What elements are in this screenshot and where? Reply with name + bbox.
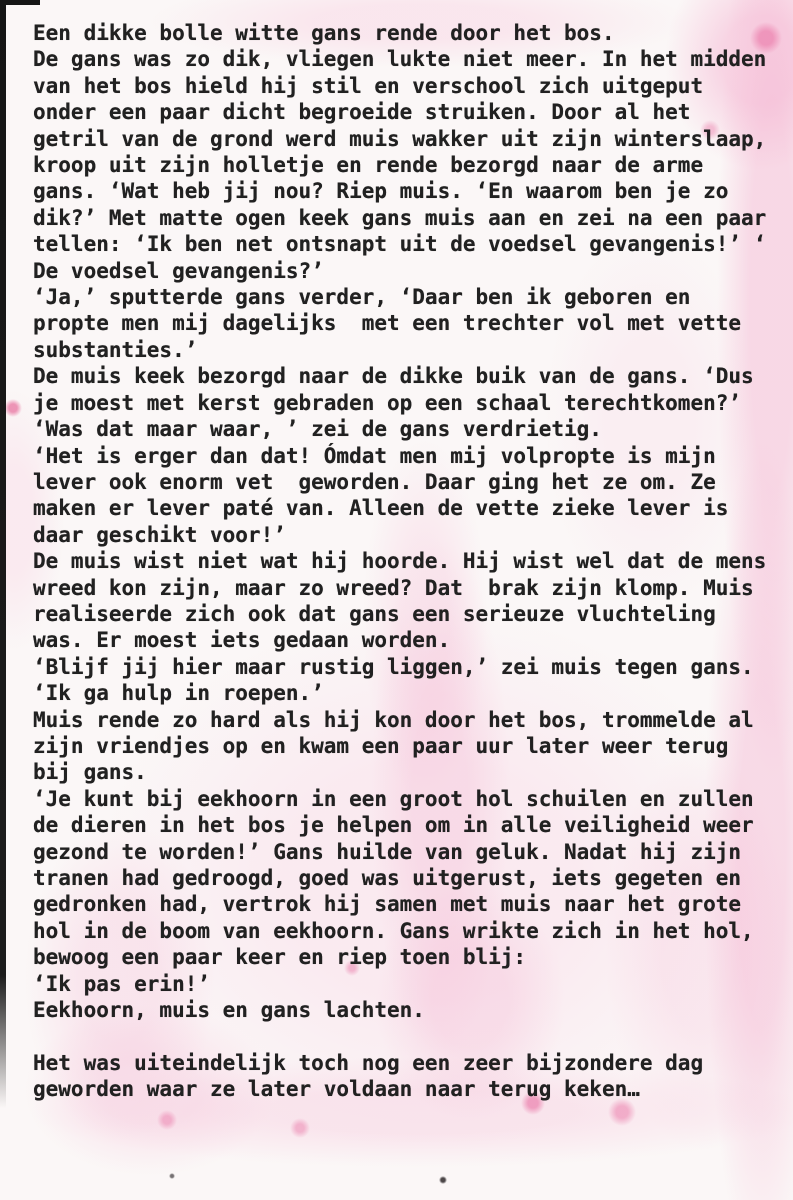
text-line: ‘Ja,’ sputterde gans verder, ‘Daar ben ik geboren en xyxy=(33,285,691,310)
text-line: onder een paar dicht begroeide struiken. Door al het xyxy=(33,100,691,125)
text-line: dik?’ Met matte ogen keek gans muis aan en zei na een paar xyxy=(33,205,767,230)
text-line: lever ook enorm vet geworden. Daar ging het ze om. Ze xyxy=(33,469,716,494)
text-line: ‘Het is erger dan dat! Ómdat men mij volpropte is mijn xyxy=(33,443,716,468)
text-line: De muis keek bezorgd naar de dikke buik van de gans. ‘Dus xyxy=(33,364,754,389)
text-line: hol in de boom van eekhoorn. Gans wrikte zich in het hol, xyxy=(33,918,754,943)
text-line: je moest met kerst gebraden op een schaal terechtkomen?’ xyxy=(33,390,742,415)
text-line: ‘Je kunt bij eekhoorn in een groot hol schuilen en zullen xyxy=(33,786,754,811)
text-line: ‘Ik ga hulp in roepen.’ xyxy=(33,681,324,706)
text-line: de dieren in het bos je helpen om in alle veiligheid weer xyxy=(33,813,754,838)
text-line: geworden waar ze later voldaan naar terug keken… xyxy=(33,1077,640,1102)
text-line: ‘Ik pas erin!’ xyxy=(33,971,211,996)
text-line: De voedsel gevangenis?’ xyxy=(33,258,324,283)
text-line: maken er lever paté van. Alleen de vette zieke lever is xyxy=(33,496,729,521)
text-line: Muis rende zo hard als hij kon door het bos, trommelde al xyxy=(33,707,754,732)
text-line: realiseerde zich ook dat gans een serieuze vluchteling xyxy=(33,601,716,626)
text-line: getril van de grond werd muis wakker uit zijn winterslaap, xyxy=(33,126,767,151)
text-line xyxy=(33,1023,789,1049)
text-line: Een dikke bolle witte gans rende door het bos. xyxy=(33,21,615,45)
text-line: tranen had gedroogd, goed was uitgerust, iets gegeten en xyxy=(33,866,742,890)
text-line: daar geschikt voor!’ xyxy=(33,522,286,547)
text-line: kroop uit zijn holletje en rende bezorgd naar de arme xyxy=(33,153,704,178)
text-line: Het was uiteindelijk toch nog een zeer bijzondere dag xyxy=(33,1050,704,1075)
text-line: was. Er moest iets gedaan worden. xyxy=(33,628,451,653)
text-line: De muis wist niet wat hij hoorde. Hij wist wel dat de mens xyxy=(33,549,767,574)
text-line: gans. ‘Wat heb jij nou? Riep muis. ‘En waarom ben je zo xyxy=(33,179,729,204)
text-line: van het bos hield hij stil en verschool zich uitgeput xyxy=(33,73,704,98)
text-line: De gans was zo dik, vliegen lukte niet meer. In het midden xyxy=(33,47,767,72)
text-line: gedronken had, vertrok hij samen met muis naar het grote xyxy=(33,892,742,917)
typewritten-text xyxy=(33,20,789,1103)
text-line: tellen: ‘Ik ben net ontsnapt uit de voedsel gevangenis!’ ‘ xyxy=(33,232,767,257)
text-line: bewoog een paar keer en riep toen blij: xyxy=(33,945,527,970)
text-line: wreed kon zijn, maar zo wreed? Dat brak zijn klomp. Muis xyxy=(33,575,754,600)
text-line: propte men mij dagelijks met een trechter vol met vette xyxy=(33,311,742,336)
scan-edge-top xyxy=(0,0,40,5)
text-line: substanties.’ xyxy=(33,337,198,362)
text-line: ‘Blijf jij hier maar rustig liggen,’ zei muis tegen gans. xyxy=(33,654,754,679)
scan-edge-left xyxy=(0,0,6,1108)
text-line: Eekhoorn, muis en gans lachten. xyxy=(33,998,425,1023)
text-line: zijn vriendjes op en kwam een paar uur later weer terug xyxy=(33,733,729,758)
text-line: ‘Was dat maar waar, ’ zei de gans verdrietig. xyxy=(33,417,602,442)
text-line: gezond te worden!’ Gans huilde van geluk. Nadat hij zijn xyxy=(33,839,742,864)
text-line: bij gans. xyxy=(33,760,147,785)
